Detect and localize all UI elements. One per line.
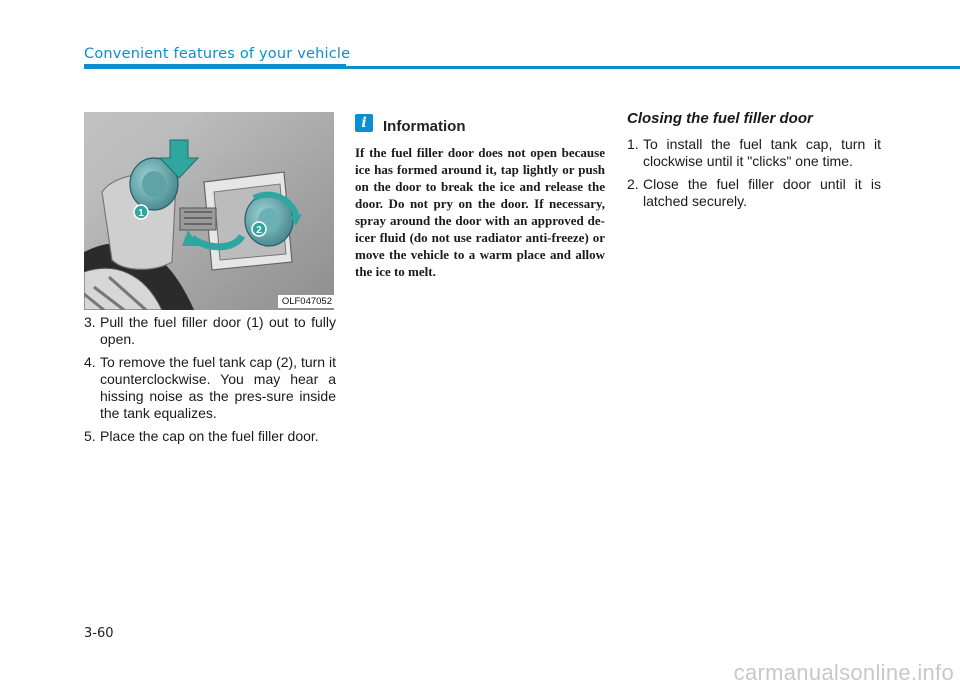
header-title: Convenient features of your vehicle	[84, 46, 351, 62]
info-icon: i	[355, 114, 373, 132]
opening-steps	[84, 314, 336, 445]
step-item	[627, 176, 881, 210]
header-tab-bar	[84, 64, 346, 69]
step-text: To install the fuel tank cap, turn it clockwise until it "clicks" one time.	[643, 136, 881, 169]
information-header	[355, 114, 605, 140]
step-number: 1.	[627, 136, 639, 152]
fuel-door-drawing	[84, 112, 334, 310]
step-item	[84, 354, 336, 422]
step-text: Close the fuel filler door until it is latched securely.	[643, 176, 881, 209]
fuel-door-illustration	[84, 112, 334, 310]
step-number: 5.	[84, 428, 96, 444]
step-item	[84, 428, 336, 445]
step-number: 3.	[84, 314, 96, 330]
step-text: Place the cap on the fuel filler door.	[100, 428, 319, 444]
information-box	[355, 114, 605, 280]
information-title: Information	[383, 118, 466, 135]
watermark-text: carmanualsonline.info	[733, 660, 954, 685]
step-number: 2.	[627, 176, 639, 192]
callout-2-label: 2	[256, 225, 262, 236]
callout-1-label: 1	[138, 208, 144, 219]
closing-section-title: Closing the fuel filler door	[627, 110, 813, 127]
information-body: If the fuel filler door does not open because ice has formed around it, tap lightly or push on the door to break the ice and release the door. Do not pry on the door. If necessary, spray around the door with an approved de-icer fluid (do not use radiator anti-freeze) or move the vehicle to a warm place and allow the ice to melt.	[355, 145, 605, 279]
step-item	[84, 314, 336, 348]
right-column	[627, 110, 881, 216]
page-number: 3-60	[84, 626, 114, 641]
step-text: To remove the fuel tank cap (2), turn it counterclockwise. You may hear a hissing noise as the pres-sure inside the tank equalizes.	[100, 354, 336, 421]
left-column	[84, 314, 336, 451]
closing-steps	[627, 136, 881, 210]
page-header	[84, 46, 960, 70]
step-item	[627, 136, 881, 170]
step-text: Pull the fuel filler door (1) out to fully open.	[100, 314, 336, 347]
figure-code: OLF047052	[278, 295, 334, 308]
step-number: 4.	[84, 354, 96, 370]
